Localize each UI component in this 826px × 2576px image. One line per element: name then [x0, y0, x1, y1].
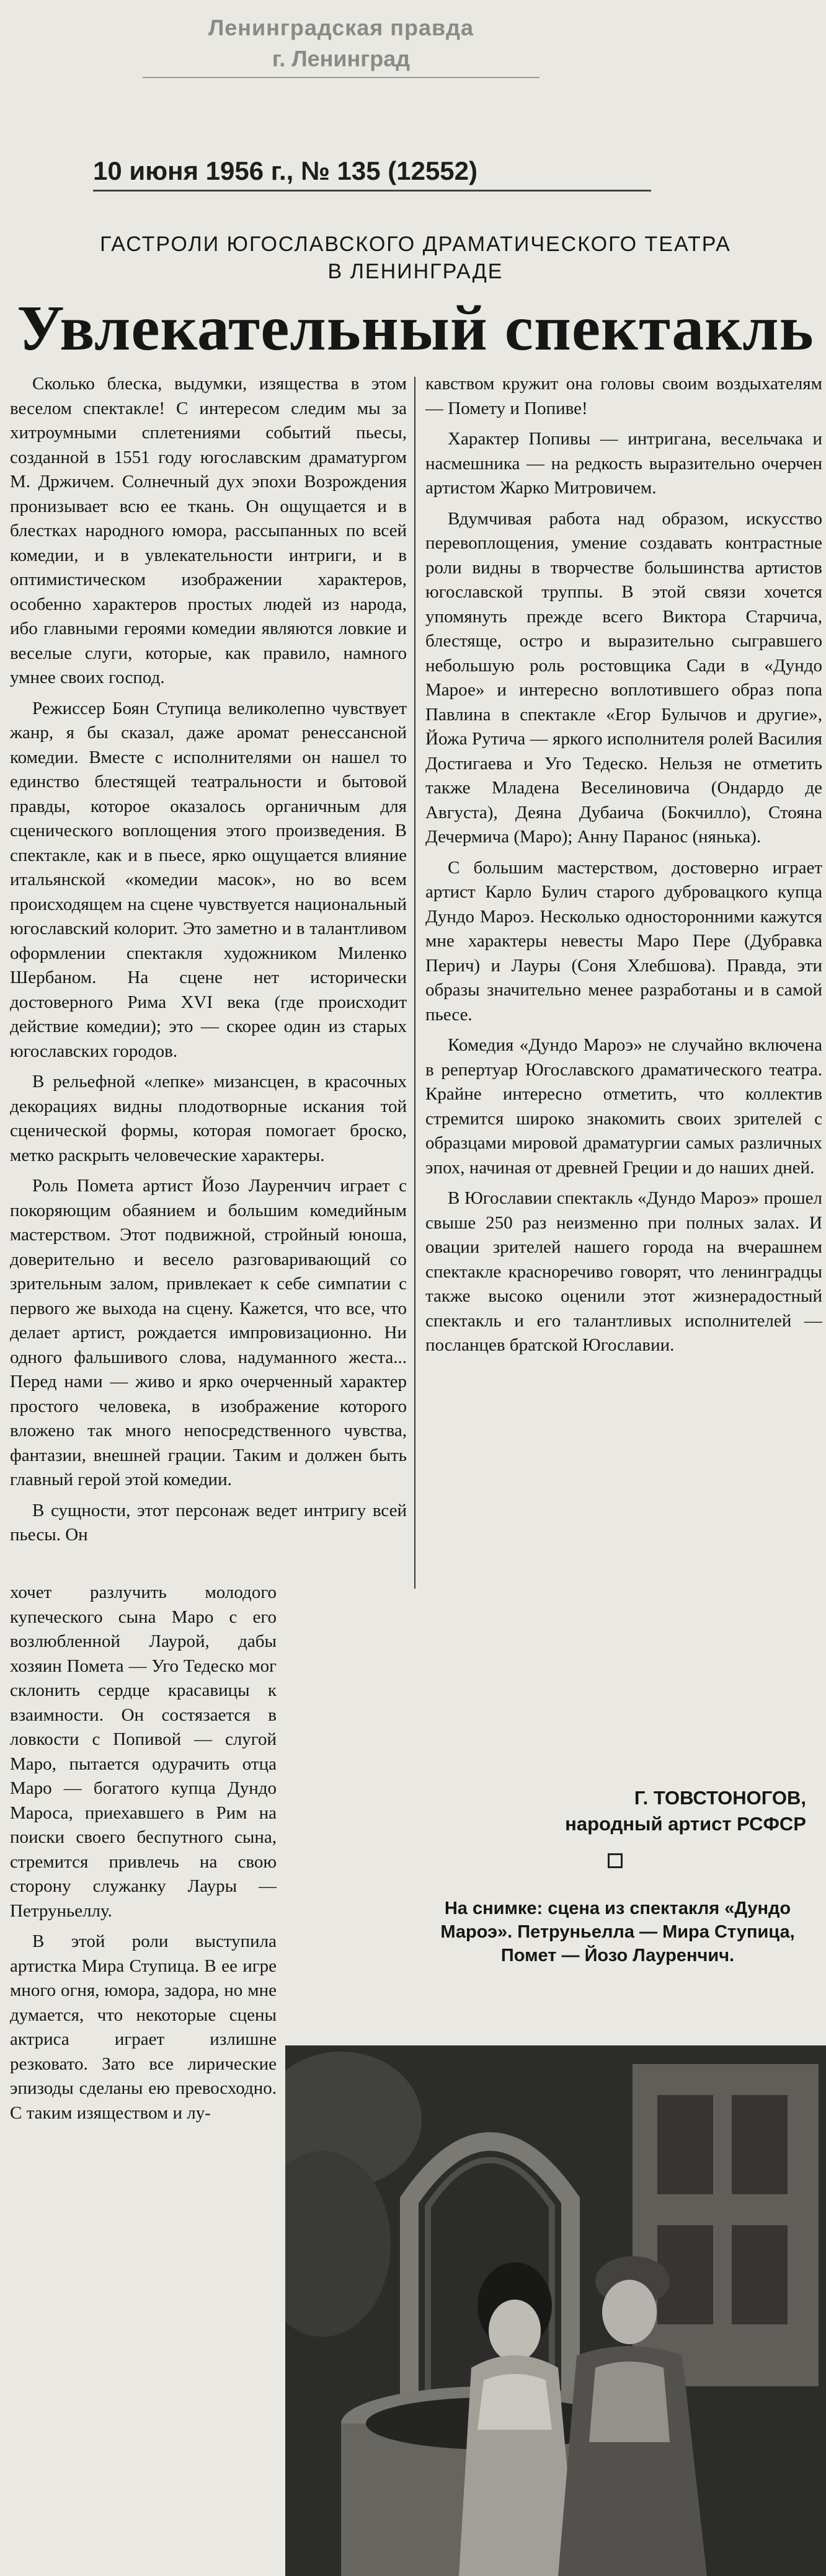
author-name: Г. ТОВСТОНОГОВ,	[634, 1787, 806, 1809]
author-signature	[434, 1785, 806, 1837]
article-column-1-continued	[10, 1581, 277, 2125]
article-headline: Увлекательный спектакль	[17, 293, 814, 364]
paragraph: хочет разлучить молодого купеческого сына Маро с его возлюбленной Лаурой, дабы хозяин Помета — Уго Тедеско мог склонить сердце красавицы к взаимности. Он состязается в ловкости с Попивой — слугой Маро, пытается одурачить отца Маро — богатого купца Дундо Мароса, приехавшего в Рим на поиски своего беспутного сына, стремится привлечь на свою сторону служанку Лауры — Петруньеллу.	[10, 1582, 277, 1921]
paragraph: В рельефной «лепке» мизансцен, в красочных декорациях видны плодотворные искания той сценической формы, которая помогает броско, метко раскрыть человеческие характеры.	[10, 1072, 407, 1165]
stage-photo	[285, 2045, 826, 2576]
paragraph: Сколько блеска, выдумки, изящества в этом веселом спектакле! С интересом следим мы за хитроумными сплетениями событий пьесы, созданной в 1551 году югославским драматургом М. Држичем. Солнечный дух эпохи Возрождения пронизывает всю ее ткань. Он ощущается и в блестках народного юмора, рассыпанных по всей комедии, и в увлекательности интриги, и в оптимистическом изображении характеров, особенно характеров простых людей из народа, ибо главными героями комедии являются ловкие и веселые слуги, которые, как правило, намного умнее своих господ.	[10, 374, 407, 687]
rubric-line-1: ГАСТРОЛИ ЮГОСЛАВСКОГО ДРАМАТИЧЕСКОГО ТЕАТРА	[100, 232, 731, 256]
paragraph: Режиссер Боян Ступица великолепно чувствует жанр, я бы сказал, даже аромат ренессансной комедии. Вместе с исполнителями он нашел то единство блестящей театральности и бытовой правды, которое оказалось органичным для сценического воплощения этого произведения. В спектакле, как и в пьесе, ярко ощущается влияние итальянской «комедии масок», но во всем происходящем на сцене чувствуется национальный югославский колорит. Это заметно и в талантливом оформлении спектакля художником Миленко Шербаном. На сцене нет исторически достоверного Рима XVI века (где происходит действие комедии); это — скорее один из старых югославских городов.	[10, 698, 407, 1061]
article-column-1	[10, 372, 407, 1548]
paragraph: В Югославии спектакль «Дундо Мароэ» прошел свыше 250 раз неизменно при полных залах. И овации зрителей нашего города на вчерашнем спектакле красноречиво говорят, что ленинградцы также высоко оценили этот жизнерадостный спектакль и его талантливых исполнителей — посланцев братской Югославии.	[425, 1188, 822, 1355]
photo-caption: На снимке: сцена из спектакля «Дундо Мароэ». Петруньелла — Мира Ступица, Помет — Йозо Лауренчич.	[440, 1899, 795, 1965]
paragraph: Роль Помета артист Йозо Лауренчич играет с покоряющим обаянием и большим комедийным мастерством. Этот подвижной, стройный юноша, доверительно и весело разговаривающий со зрительным залом, привлекает к себе симпатии с первого же выхода на сцену. Кажется, что все, что делает артист, рождается импровизационно. Ни одного фальшивого слова, надуманного жеста... Перед нами — живо и ярко очерченный характер простого человека, в изображение которого вложено так много непосредственного чувства, фантазии, внешней грации. Таким и должен быть главный герой этой комедии.	[10, 1176, 407, 1489]
paragraph: С большим мастерством, достоверно играет артист Карло Булич старого дубровацкого купца Дундо Мароэ. Несколько односторонними кажутся мне характеры невесты Маро Пере (Дубравка Перич) и Лауры (Соня Хлебшова). Правда, эти образы значительно менее разработаны и в самой пьесе.	[425, 857, 822, 1025]
stamp-newspaper-name: Ленинградская правда	[208, 15, 474, 40]
rubric	[37, 231, 794, 285]
rubric-line-2: В ЛЕНИНГРАДЕ	[327, 260, 504, 283]
paragraph: В этой роли выступила артистка Мира Ступица. В ее игре много огня, юмора, задора, но мне думается, что некоторые сцены актриса играет излишне резковато. Зато все лирические эпизоды сделаны ею превосходно. С таким изяществом и лу-	[10, 1931, 277, 2123]
separator-square-icon	[608, 1853, 623, 1868]
author-title: народный артист РСФСР	[565, 1813, 806, 1835]
paragraph: Характер Попивы — интригана, весельчака и насмешника — на редкость выразительно очерчен артистом Жарко Митровичем.	[425, 429, 822, 498]
newspaper-stamp	[143, 15, 540, 78]
paragraph: Вдумчивая работа над образом, искусство перевоплощения, умение создавать контрастные роли видны в творчестве большинства артистов югославской труппы. В этой связи хочется упомянуть прежде всего Виктора Старчича, блестяще, остро и выразительно сыгравшего небольшую роль ростовщика Сади в «Дундо Марое» и интересно воплотившего образ попа Павлина в спектакле «Егор Булычов и другие», Йожа Рутича — яркого исполнителя ролей Василия Достигаева и Уго Тедеско. Нельзя не отметить также Младена Веселиновича (Ондардо де Августа), Деяна Дубаича (Бокчилло), Стояна Дечермича (Маро); Анну Паранос (нянька).	[425, 508, 822, 847]
stage-photo-image	[285, 2045, 826, 2576]
paragraph: Комедия «Дундо Мароэ» не случайно включена в репертуар Югославского драматического театра. Крайне интересно отметить, что коллектив стремится широко знакомить своих зрителей с образцами мировой драматургии самых различных эпох, начиная от древней Греции и до наших дней.	[425, 1035, 822, 1178]
column-divider	[414, 377, 415, 1589]
paragraph: кавством кружит она головы своим воздыхателям — Помету и Попиве!	[425, 374, 822, 418]
paragraph: В сущности, этот персонаж ведет интригу всей пьесы. Он	[10, 1500, 407, 1545]
article-column-2	[425, 372, 822, 1358]
issue-date-number: 10 июня 1956 г., № 135 (12552)	[93, 156, 651, 192]
stamp-city: г. Ленинград	[272, 46, 411, 71]
